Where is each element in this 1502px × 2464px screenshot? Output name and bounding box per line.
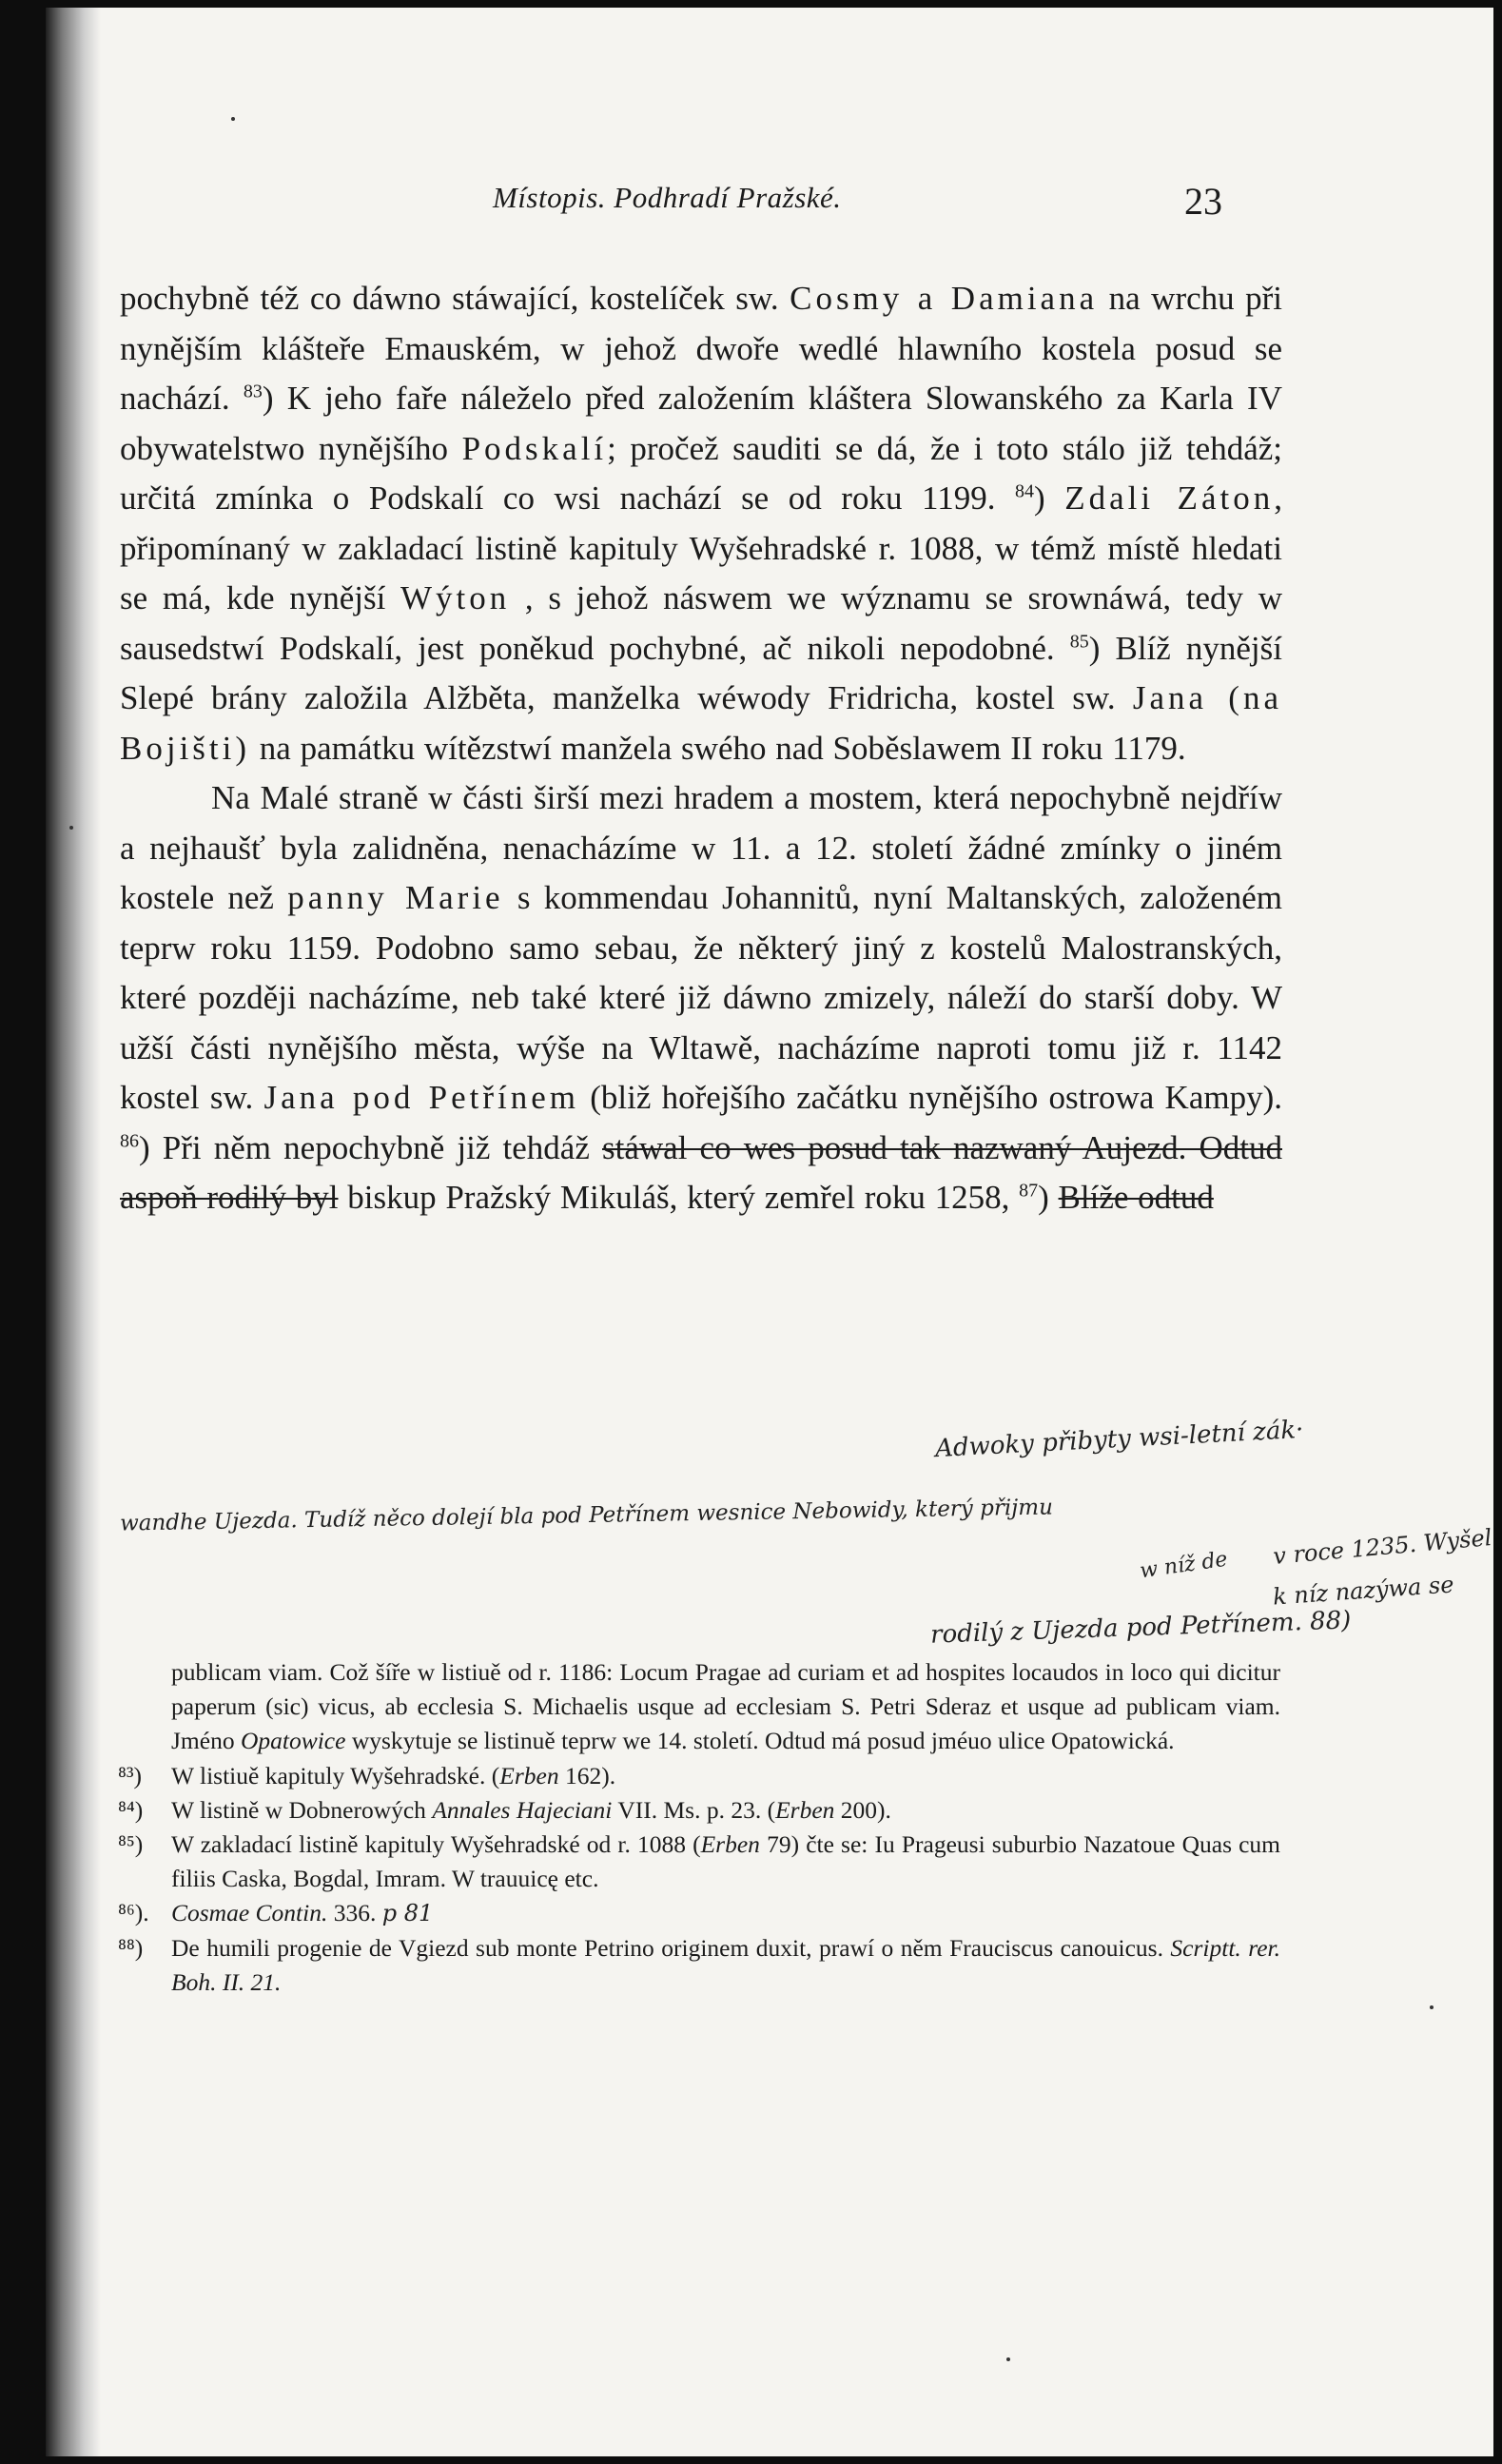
paragraph-2: Na Malé straně w části širší mezi hradem a mostem, která nepochybně nejdříw a nejhaušť byla zalidněna, nenacházíme w 11. a 12. století žádné zmínky o jiném kostele než panny Marie s kommendau Johannitů, nyní Maltanských, založeném teprw roku 1159. Podobno samo sebau, že některý jiný z kostelů Malostranských, které později nacházíme, neb také které již dáwno zmizely, náleží do starší doby. W užší části nynějšího města, wýše na Wltawě, nacházíme naproti tomu již r. 1142 kostel sw. Jana pod Petřínem (bliž hořejšího začátku nynějšího ostrowa Kampy). $^{86}$) Při něm nepochybně již tehdáž stáwal co wes posud tak nazwaný Aujezd. Odtud aspoň rodilý byl biskup Pražský Mikuláš, který zemřel roku 1258, $^{87}$) Blíže odtud xyxy=(120,779,1283,1216)
footnote-ref-84[interactable]: 84 xyxy=(1015,480,1034,502)
handwritten-note-2: wandhe Ujezda. Tudíž něco dolejí bla pod Petřínem wesnice Nebowidy, který přijmu xyxy=(119,1495,1054,1536)
scan-speck xyxy=(69,826,73,830)
paragraph-1: pochybně též co dáwno stáwající, kostelíček sw. Cosmy a Damiana na wrchu při nynějším klášteře Emauském, w jehož dwoře wedlé hlawního kostela posud se nachází. $^{83}$) K jeho faře náleželo před založením kláštera Slowanského za Karla IV obywatelstwo nynějšího Podskalí; pročež sauditi se dá, že i toto stálo již tehdáž; určitá zmínka o Podskalí co wsi nachází se od roku 1199. $^{84}$) Zdali Záton, připomínaný w zakladací listině kapituly Wyšehradské r. 1088, w témž místě hledati se má, kde nynější Wýton , s jehož náswem we wýznamu se srownáwá, tedy w sausedstwí Podskalí, jest poněkud pochybné, ač nikoli nepodobné. $^{85}$) Blíž nynější Slepé brány založila Alžběta, manželka wéwody Fridricha, kostel sw. Jana (na Bojišti) na památku wítězstwí manžela swého nad Soběslawem II roku 1179. xyxy=(120,280,1283,767)
handwritten-note-5: k níz nazýwa se xyxy=(1272,1571,1455,1611)
footnotes xyxy=(118,1655,1280,2000)
scan-speck xyxy=(1006,2357,1010,2361)
footnote-continued: publicam viam. Což šíře w listiuě od r. 1186: Locum Pragae ad curiam et ad hospites locaudos in loco qui dicitur paperum (sic) vicus, ab ecclesia S. Michaelis usque ad ecclesiam S. Petri Sderaz et usque ad publicam viam. Jméno Opatowice wyskytuje se listinuě teprw we 14. století. Odtud má posud jméuo ulice Opatowická. xyxy=(171,1658,1280,1755)
page-edge-shadow xyxy=(46,8,101,2456)
handwritten-note-4: w níž de xyxy=(1138,1547,1230,1584)
footnote-ref-85[interactable]: 85 xyxy=(1069,630,1089,652)
footnote-ref-83[interactable]: 83 xyxy=(243,381,263,402)
footnote-84: ⁸⁴) W listině w Dobnerowých Annales Hajeciani VII. Ms. p. 23. (Erben 200). xyxy=(118,1795,891,1824)
struck-text-2: Blíže odtud xyxy=(1058,1179,1214,1216)
handwritten-note-3: v roce 1235. Wyšel xyxy=(1272,1524,1493,1570)
footnote-83: ⁸³) W listiuě kapituly Wyšehradské. (Erben 162). xyxy=(118,1761,616,1789)
scan-speck xyxy=(1430,2005,1434,2009)
footnote-ref-86[interactable]: 86 xyxy=(120,1129,139,1151)
handwritten-page-ref: p 81 xyxy=(381,1900,434,1927)
footnote-88: ⁸⁸) De humili progenie de Vgiezd sub monte Petrino originem duxit, prawí o něm Frauciscus canouicus. Scriptt. rer. Boh. II. 21. xyxy=(118,1933,1281,1996)
page-number: 23 xyxy=(1184,180,1222,223)
scan-speck xyxy=(231,117,235,121)
footnote-ref-87[interactable]: 87 xyxy=(1019,1180,1039,1202)
struck-text: stáwal co wes posud tak nazwaný Aujezd. Odtud aspoň rodilý byl xyxy=(120,1128,1282,1216)
book-page xyxy=(46,8,1493,2456)
footnote-86: ⁸⁶). Cosmae Contin. 336. p 81 xyxy=(118,1899,434,1927)
main-text xyxy=(120,274,1282,1223)
footnote-85: ⁸⁵) W zakladací listině kapituly Wyšehradské od r. 1088 (Erben 79) čte se: Iu Prageusi suburbio Nazatoue Quas cum filiis Caska, Bogdal, Imram. W trauuicę etc. xyxy=(118,1830,1281,1893)
running-head: Místopis. Podhradí Pražské. xyxy=(493,181,842,214)
handwritten-note-1: Adwoky přibyty wsi-letní zák· xyxy=(934,1415,1305,1464)
handwritten-note-6: rodilý z Ujezda pod Petřínem. 88) xyxy=(929,1606,1352,1650)
